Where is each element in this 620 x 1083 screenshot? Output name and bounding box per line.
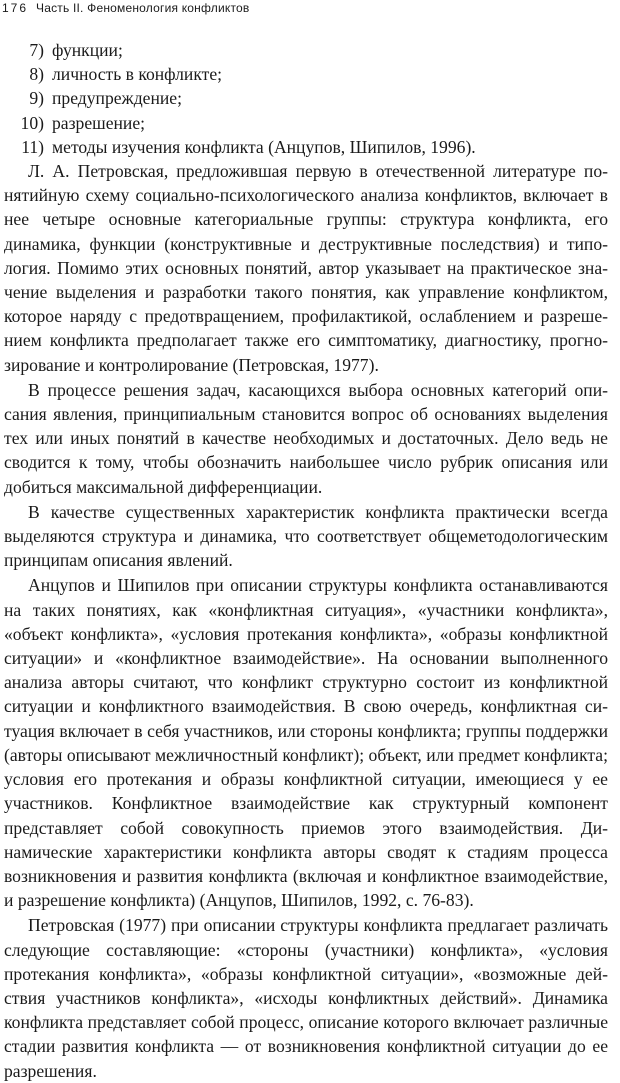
list-item-number: 10) xyxy=(20,112,44,133)
numbered-list xyxy=(4,38,608,159)
list-item xyxy=(4,111,608,135)
list-item-number: 9) xyxy=(29,88,44,109)
list-item-text: личность в конфликте; xyxy=(52,64,223,85)
list-item xyxy=(4,62,608,86)
list-item-number: 11) xyxy=(21,136,44,157)
paragraph-petrovskaya-structure: Петровская (1977) при описании структуры конфликта предлагает различать следующие составляющие: «стороны (участники) конфликта», «условия протекания конфликта», «образы конфликтной ситуации», «возможные действия участников конфликта», «исходы конфликтных действий». Динамика конфликта представляет собой процесс, описание которого включает различные стадии развития конфликта — от возникновения конфликтной ситуации до ее разрешения. xyxy=(4,915,608,1081)
running-header xyxy=(2,1,250,15)
paragraph-categories: В процессе решения задач, касающихся выбора основных категорий описания явления, принципиальным становится вопрос об основаниях выделения тех или иных понятий в качестве необходимых и достаточных. Дело ведь не сводится к тому, чтобы обозначить наибольшее число рубрик описания или добиться максимальной дифференциации. xyxy=(4,379,608,497)
list-item-text: предупреждение; xyxy=(52,88,183,109)
list-item-number: 8) xyxy=(29,64,44,85)
running-title: Часть II. Феноменология конфликтов xyxy=(36,1,250,15)
paragraph-petrovskaya-scheme: Л. А. Петровская, предложившая первую в отечественной литературе понятийную схему социально-психологического анализа конфликтов, включает в нее четыре основные категориальные группы: структура конфликта, его динамика, функции (конструктивные и деструктивные последствия) и типология. Помимо этих основных понятий, автор указывает на практическое значение выделения и разработки такого понятия, как управление конфликтом, которое наряду с предотвращением, профилактикой, ослаблением и разрешением конфликта предполагает также его симптоматику, диагностику, прогнозирование и контролирование (Петровская, 1977). xyxy=(4,161,608,375)
list-item-text: функции; xyxy=(52,40,123,60)
list-item-text: методы изучения конфликта (Анцупов, Шипилов, 1996). xyxy=(52,136,476,157)
body-text xyxy=(4,38,608,1083)
list-item-text: разрешение; xyxy=(52,112,146,133)
list-item-number: 7) xyxy=(29,40,44,60)
paragraph-characteristics: В качестве существенных характеристик конфликта практически всегда выделяются структура и динамика, что соответствует общеметодологическим принципам описания явлений. xyxy=(4,501,608,571)
list-item xyxy=(4,135,608,159)
page-number: 176 xyxy=(2,1,29,15)
list-item xyxy=(4,86,608,110)
list-item xyxy=(4,38,608,62)
paragraph-antsupov-shipilov: Анцупов и Шипилов при описании структуры конфликта останавливаются на таких понятиях, как «конфликтная ситуация», «участники конфликта», «объект конфликта», «условия протекания конфликта», «образы конфликтной ситуации» и «конфликтное взаимодействие». На основании выполненного анализа авторы считают, что конфликт структурно состоит из конфликтной ситуации и конфликтного взаимодействия. В свою очередь, конфликтная ситуация включает в себя участников, или стороны конфликта; группы поддержки (авторы описывают межличностный конфликт); объект, или предмет конфликта; условия его протекания и образы конфликтной ситуации, имеющиеся у ее участников. Конфликтное взаимодействие как структурный компонент представляет собой совокупность приемов этого взаимодействия. Динамические характеристики конфликта авторы сводят к стадиям процесса возникновения и развития конфликта (включая и конфликтное взаимодействие, и разрешение конфликта) (Анцупов, Шипилов, 1992, с. 76-83). xyxy=(4,575,608,911)
